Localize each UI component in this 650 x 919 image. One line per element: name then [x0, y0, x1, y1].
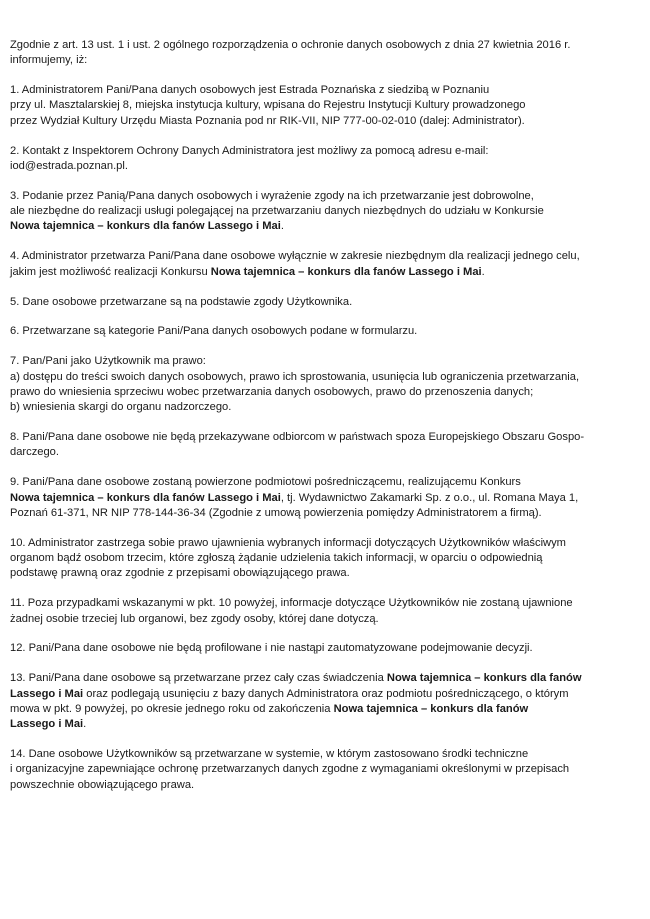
text-line: [10, 717, 640, 732]
text-segment: ale niezbędne do realizacji usługi polegającej na przetwarzaniu danych niezbędnych do udziału w Konkursie: [10, 205, 544, 218]
text-line: [10, 370, 640, 385]
text-segment: 11. Poza przypadkami wskazanymi w pkt. 10 powyżej, informacje dotyczące Użytkowników nie zostaną ujawnione: [10, 597, 573, 610]
text-segment: organom bądź osobom trzecim, które zgłoszą żądanie udzielenia takich informacji, w oparciu o odpowiednią: [10, 552, 543, 565]
text-segment: podstawę prawną oraz zgodnie z przepisami obowiązującego prawa.: [10, 567, 350, 580]
text-segment: .: [280, 220, 284, 233]
text-line: [10, 430, 640, 445]
contest-name-bold: Nowa tajemnica – konkurs dla fanów: [386, 672, 582, 685]
text-line: [10, 596, 640, 611]
text-segment: 9. Pani/Pana dane osobowe zostaną powierzone podmiotowi pośredniczącemu, realizującemu Konkurs: [10, 476, 521, 489]
text-line: [10, 249, 640, 264]
contest-name-bold: Nowa tajemnica – konkurs dla fanów Lassego i Mai: [10, 220, 281, 233]
text-segment: i organizacyjne zapewniające ochronę przetwarzanych danych zgodne z wymaganiami określonymi w przepisach: [10, 763, 570, 776]
text-segment: żadnej osobie trzeciej lub organowi, bez zgody osoby, której dane dotyczą.: [10, 612, 379, 625]
text-line: [10, 219, 640, 234]
text-line: [10, 641, 640, 656]
text-segment: 10. Administrator zastrzega sobie prawo ujawnienia wybranych informacji dotyczących Użytkowników właściwym: [10, 536, 566, 549]
text-line: [10, 53, 640, 68]
text-segment: oraz podlegają usunięciu z bazy danych Administratora oraz podmiotu pośredniczącego, o którym: [83, 687, 569, 700]
text-segment: jakim jest możliwość realizacji Konkursu: [10, 265, 211, 278]
text-segment: Poznań 61-371, NR NIP 778-144-36-34 (Zgodnie z umową powierzenia pomiędzy Administratorem a firmą).: [10, 506, 542, 519]
contest-name-bold: Lassego i Mai: [10, 718, 84, 731]
paragraph-2: [10, 83, 642, 129]
text-line: [10, 762, 640, 777]
text-line: [10, 445, 640, 460]
text-segment: 2. Kontakt z Inspektorem Ochrony Danych Administratora jest możliwy za pomocą adresu e-mail:: [10, 144, 489, 157]
text-line: [10, 536, 640, 551]
text-segment: 12. Pani/Pana dane osobowe nie będą profilowane i nie nastąpi zautomatyzowane podejmowanie decyzji.: [10, 642, 533, 655]
text-segment: 3. Podanie przez Panią/Pana danych osobowych i wyrażenie zgody na ich przetwarzanie jest dobrowolne,: [10, 189, 534, 202]
text-line: [10, 747, 640, 762]
paragraph-7: [10, 324, 642, 339]
text-line: [10, 98, 640, 113]
text-segment: 1. Administratorem Pani/Pana danych osobowych jest Estrada Poznańska z siedzibą w Poznaniu: [10, 84, 490, 97]
paragraph-6: [10, 295, 642, 310]
text-line: [10, 354, 640, 369]
paragraph-12: [10, 596, 642, 627]
text-line: [10, 114, 640, 129]
paragraph-10: [10, 475, 642, 521]
text-line: [10, 144, 640, 159]
text-line: [10, 702, 640, 717]
contest-name-bold: Nowa tajemnica – konkurs dla fanów Lassego i Mai: [210, 265, 482, 278]
text-segment: darczego.: [10, 446, 59, 459]
text-segment: , tj. Wydawnictwo Zakamarki Sp. z o.o., ul. Romana Maya 1,: [280, 491, 579, 504]
paragraph-11: [10, 536, 642, 582]
text-line: [10, 400, 640, 415]
text-line: [10, 506, 640, 521]
text-segment: iod@estrada.poznan.pl.: [10, 159, 128, 172]
text-line: [10, 295, 640, 310]
text-line: [10, 491, 640, 506]
text-line: [10, 324, 640, 339]
text-line: [10, 83, 640, 98]
text-segment: 13. Pani/Pana dane osobowe są przetwarzane przez cały czas świadczenia: [10, 672, 387, 685]
text-segment: mowa w pkt. 9 powyżej, po okresie jednego roku od zakończenia: [10, 702, 334, 715]
text-line: [10, 612, 640, 627]
text-segment: informujemy, iż:: [10, 54, 88, 67]
text-segment: 14. Dane osobowe Użytkowników są przetwarzane w systemie, w którym zastosowano środki techniczne: [10, 748, 529, 761]
text-segment: przez Wydział Kultury Urzędu Miasta Poznania pod nr RIK-VII, NIP 777-00-02-010 (dalej: Administrator).: [10, 114, 525, 127]
paragraph-3: [10, 144, 642, 175]
text-segment: powszechnie obowiązującego prawa.: [10, 778, 195, 791]
text-line: [10, 204, 640, 219]
text-line: [10, 566, 640, 581]
paragraph-5: [10, 249, 642, 280]
text-segment: .: [481, 265, 485, 278]
contest-name-bold: Nowa tajemnica – konkurs dla fanów Lassego i Mai: [10, 491, 281, 504]
text-line: [10, 38, 640, 53]
text-line: [10, 551, 640, 566]
text-segment: Zgodnie z art. 13 ust. 1 i ust. 2 ogólnego rozporządzenia o ochronie danych osobowych z dnia 27 kwietnia 2016 r.: [10, 39, 571, 51]
text-line: [10, 265, 640, 280]
paragraph-8: [10, 354, 642, 415]
text-line: [10, 385, 640, 400]
paragraph-13: [10, 641, 642, 656]
paragraph-1: [10, 38, 642, 69]
text-segment: przy ul. Masztalarskiej 8, miejska instytucja kultury, wpisana do Rejestru Instytucji Kultury prowadzonego: [10, 99, 526, 112]
privacy-notice-document: [10, 38, 642, 808]
text-segment: 6. Przetwarzane są kategorie Pani/Pana danych osobowych podane w formularzu.: [10, 325, 418, 338]
contest-name-bold: Lassego i Mai: [10, 687, 84, 700]
text-line: [10, 475, 640, 490]
text-segment: 5. Dane osobowe przetwarzane są na podstawie zgody Użytkownika.: [10, 295, 353, 308]
paragraph-9: [10, 430, 642, 461]
text-segment: a) dostępu do treści swoich danych osobowych, prawo ich sprostowania, usunięcia lub ograniczenia przetwarzania,: [10, 370, 580, 383]
text-segment: 7. Pan/Pani jako Użytkownik ma prawo:: [10, 355, 206, 368]
paragraph-14: [10, 671, 642, 732]
text-segment: b) wniesienia skargi do organu nadzorczego.: [10, 401, 232, 414]
text-line: [10, 189, 640, 204]
text-line: [10, 778, 640, 793]
text-segment: .: [83, 718, 87, 731]
text-segment: 4. Administrator przetwarza Pani/Pana dane osobowe wyłącznie w zakresie niezbędnym dla realizacji jednego celu,: [10, 250, 580, 263]
text-line: [10, 159, 640, 174]
text-line: [10, 687, 640, 702]
paragraph-15: [10, 747, 642, 793]
paragraph-4: [10, 189, 642, 235]
contest-name-bold: Nowa tajemnica – konkurs dla fanów: [333, 702, 529, 715]
text-line: [10, 671, 640, 686]
text-segment: 8. Pani/Pana dane osobowe nie będą przekazywane odbiorcom w państwach spoza Europejskiego Obszaru Gospo-: [10, 431, 585, 444]
text-segment: prawo do wniesienia sprzeciwu wobec przetwarzania danych osobowych, prawo do przenoszenia danych;: [10, 385, 534, 398]
